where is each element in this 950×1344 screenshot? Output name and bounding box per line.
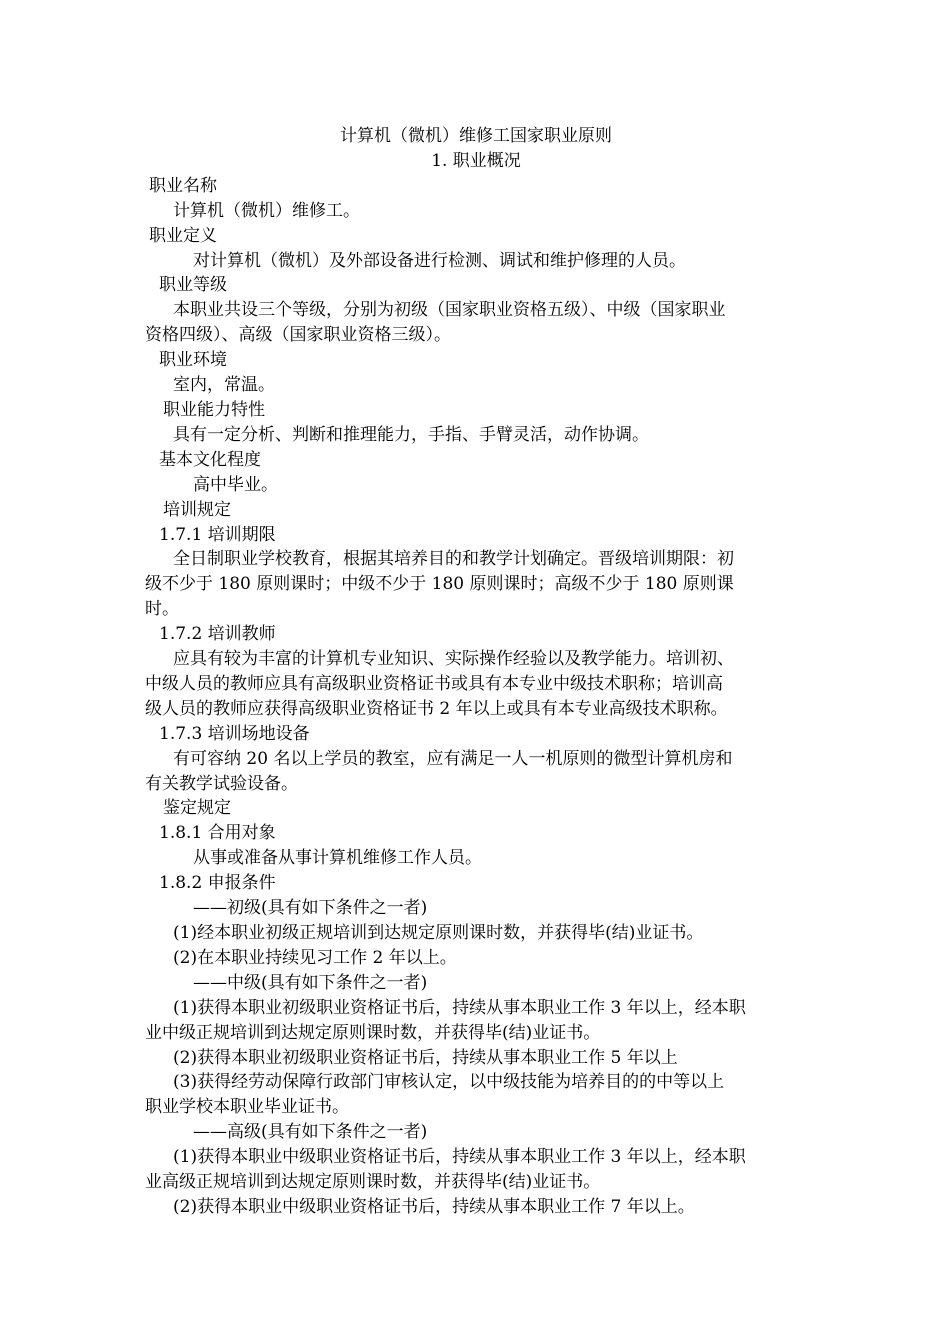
text-line: (2)在本职业持续见习工作 2 年以上。 <box>173 947 457 968</box>
text-line: 职业环境 <box>159 350 227 371</box>
text-line: 鉴定规定 <box>163 798 231 819</box>
text-line: 1.8.2 申报条件 <box>159 873 276 894</box>
document-title: 计算机（微机）维修工国家职业原则 <box>340 126 612 146</box>
text-line: 从事或准备从事计算机维修工作人员。 <box>193 848 482 869</box>
text-line: ——高级(具有如下条件之一者) <box>193 1122 428 1143</box>
text-line: 业高级正规培训到达规定原则课时数，并获得毕(结)业证书。 <box>145 1172 601 1193</box>
text-line: (1)获得本职业初级职业资格证书后，持续从事本职业工作 3 年以上，经本职 <box>173 997 746 1018</box>
text-line: (3)获得经劳动保障行政部门审核认定，以中级技能为培养目的的中等以上 <box>173 1072 725 1093</box>
text-line: (1)经本职业初级正规培训到达规定原则课时数，并获得毕(结)业证书。 <box>173 923 704 943</box>
text-line: 基本文化程度 <box>159 449 261 470</box>
text-line: 计算机（微机）维修工。 <box>173 200 360 221</box>
text-line: 培训规定 <box>163 499 231 520</box>
text-line: (1)获得本职业中级职业资格证书后，持续从事本职业工作 3 年以上，经本职 <box>173 1147 746 1168</box>
text-lines <box>145 174 807 1220</box>
text-line: 1.8.1 合用对象 <box>159 823 276 844</box>
text-line: 级不少于 180 原则课时；中级不少于 180 原则课时；高级不少于 180 原则课 <box>145 574 734 595</box>
text-line: 时。 <box>145 599 179 620</box>
text-line: ——初级(具有如下条件之一者) <box>193 898 428 919</box>
text-line: ——中级(具有如下条件之一者) <box>193 972 428 993</box>
text-line: 职业名称 <box>149 175 217 196</box>
text-line: 高中毕业。 <box>193 474 278 495</box>
text-line: 应具有较为丰富的计算机专业知识、实际操作经验以及教学能力。培训初、 <box>173 649 734 670</box>
text-line: 1.7.2 培训教师 <box>159 624 276 645</box>
text-line: 职业定义 <box>149 225 217 246</box>
text-line: 资格四级）、高级（国家职业资格三级）。 <box>145 325 451 346</box>
text-line: 中级人员的教师应具有高级职业资格证书或具有本专业中级技术职称；培训高 <box>145 673 723 694</box>
text-line: 级人员的教师应获得高级职业资格证书 2 年以上或具有本专业高级技术职称。 <box>145 698 728 719</box>
document-body <box>145 124 807 1220</box>
text-line: (2)获得本职业中级职业资格证书后，持续从事本职业工作 7 年以上。 <box>173 1196 695 1217</box>
text-line: 室内，常温。 <box>173 375 275 396</box>
text-line: 1.7.3 培训场地设备 <box>159 723 310 744</box>
text-line: 职业能力特性 <box>163 399 265 420</box>
text-line: 具有一定分析、判断和推理能力，手指、手臂灵活，动作协调。 <box>173 424 649 445</box>
text-line: 全日制职业学校教育，根据其培养目的和教学计划确定。晋级培训期限：初 <box>173 549 734 570</box>
text-line: 对计算机（微机）及外部设备进行检测、调试和维护修理的人员。 <box>193 250 686 271</box>
text-line: 职业等级 <box>159 275 227 296</box>
text-line: (2)获得本职业初级职业资格证书后，持续从事本职业工作 5 年以上 <box>173 1047 678 1068</box>
text-line: 1.7.1 培训期限 <box>159 524 276 545</box>
chapter-heading: 1. 职业概况 <box>431 150 521 171</box>
text-line: 职业学校本职业毕业证书。 <box>145 1097 349 1118</box>
text-line: 业中级正规培训到达规定原则课时数，并获得毕(结)业证书。 <box>145 1022 601 1043</box>
text-line: 有可容纳 20 名以上学员的教室，应有满足一人一机原则的微型计算机房和 <box>173 748 733 769</box>
text-line: 有关教学试验设备。 <box>145 773 298 794</box>
text-line: 本职业共设三个等级，分别为初级（国家职业资格五级）、中级（国家职业 <box>173 300 726 321</box>
